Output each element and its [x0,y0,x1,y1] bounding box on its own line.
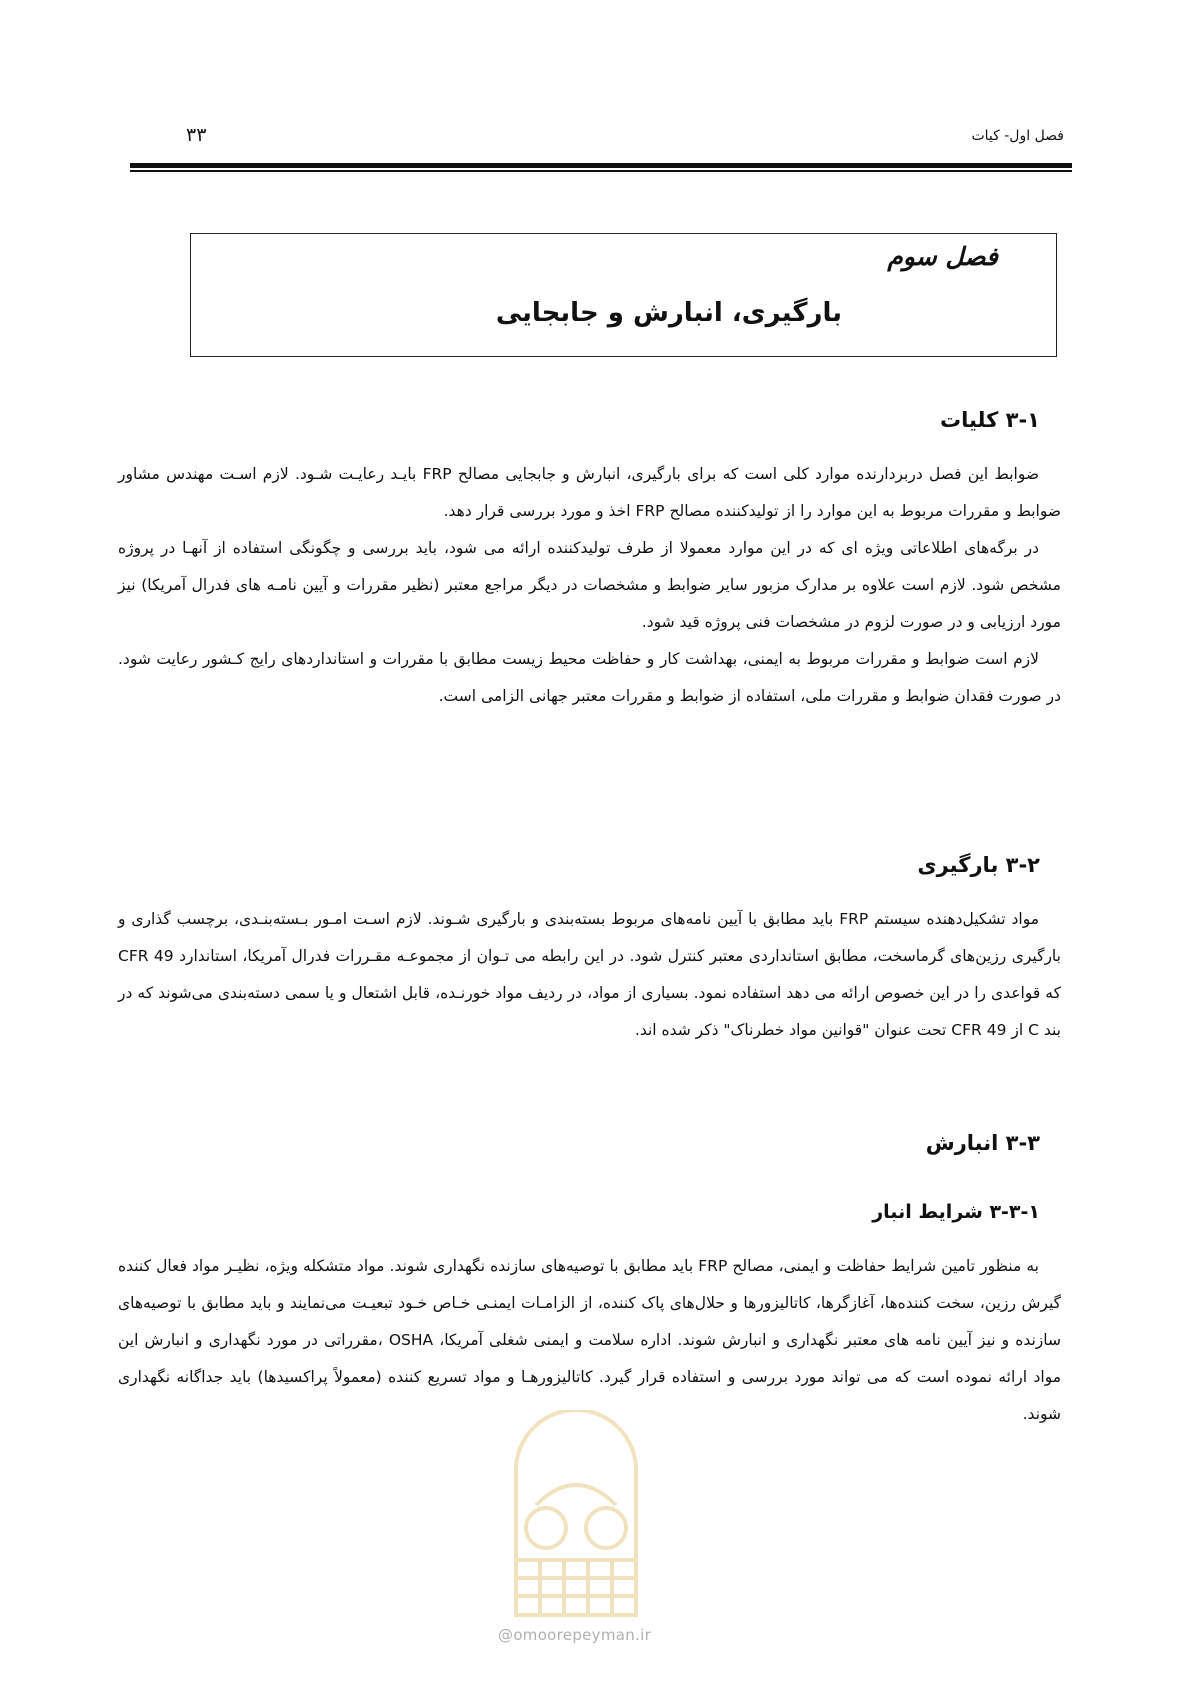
section-heading-storage: ۳-۳ انبارش [925,1131,1040,1155]
subsection-heading-storage-conditions: ۳-۳-۱ شرایط انبار [872,1201,1040,1223]
header-rule-thin [130,170,1072,172]
chapter-title-box [190,233,1057,357]
section-heading-general: ۳-۱ کلیات [939,408,1040,432]
paragraph: مواد تشکیل‌دهنده سیستم FRP باید مطابق با آیین نامه‌های مربوط بسته‌بندی و بارگیری شـوند. لازم اسـت امـور بـسته‌بنـدی، برچسب گذاری و بارگیری رزین‌های گرماسخت، مطابق استانداردی معتبر کنترل شود. در این رابطه می تـوان از مجموعـه مقـررات فدرال آمریکا، استاندارد CFR 49 که قواعدی را در این خصوص ارائه می دهد استفاده نمود. بسیاری از مواد، در ردیف مواد خورنـده، قابل اشتعال و یا سمی دسته‌بندی می‌شوند که در بند C از CFR 49 تحت عنوان "قوانین مواد خطرناک" ذکر شده اند. [118,910,1061,1039]
header-rule-thick [130,163,1072,168]
watermark-site: @omoorepeyman.ir [498,1626,652,1644]
section-body-storage-conditions [118,1248,1061,1433]
paragraph: لازم است ضوابط و مقررات مربوط به ایمنی، بهداشت کار و حفاظت محیط زیست مطابق با مقررات و استانداردهای رایج کـشور رعایت شود. در صورت فقدان ضوابط و مقررات ملی، استفاده از ضوابط و مقررات معتبر جهانی الزامی است. [118,650,1061,705]
chapter-label: فصل سوم [887,242,998,271]
running-head: فصل اول- کیات [971,128,1064,144]
chapter-title: بارگیری، انبارش و جابجایی [495,298,842,328]
section-body-general [118,456,1061,715]
section-heading-loading: ۳-۲ بارگیری [917,853,1040,877]
at-icon: @ [498,1626,514,1644]
paragraph: در برگه‌های اطلاعاتی ویژه ای که در این موارد معمولا از طرف تولیدکننده ارائه می شود، باید بررسی و چگونگی استفاده از آنهـا در پروژه مشخص شود. لازم است علاوه بر مدارک مزبور سایر ضوابط و مشخصات در دیگر مراجع معتبر (نظیر مقررات و آیین نامـه های فدرال آمریکا) نیز مورد ارزیابی و در صورت لزوم در مشخصات فنی پروژه قید شود. [118,539,1061,631]
page-number: ۳۳ [186,124,207,146]
watermark-logo [486,1410,666,1630]
paragraph: به منظور تامین شرایط حفاظت و ایمنی، مصالح FRP باید مطابق با توصیه‌های سازنده نگهداری شوند. مواد متشکله ویژه، نظیـر مواد فعال کننده گیرش رزین، سخت کننده‌ها، آغازگرها، کاتالیزورها و حلال‌های پاک کننده، از الزامـات ایمنـی خـاص خـود تبعیـت می‌نمایند و باید مطابق با توصیه‌های سازنده و نیز آیین نامه های معتبر نگهداری و انبارش شوند. اداره سلامت و ایمنی شغلی آمریکا، OSHA ،مقرراتی در مورد نگهداری و انبارش این مواد ارائه نموده است که می تواند مورد بررسی و استفاده قرار گیرد. کاتالیزورهـا و مواد تسریع کننده (معمولاً پراکسیدها) باید جداگانه نگهداری شوند. [118,1257,1061,1423]
section-body-loading [118,901,1061,1049]
paragraph: ضوابط این فصل دربردارنده موارد کلی است که برای بارگیری، انبارش و جابجایی مصالح FRP بایـد رعایـت شـود. لازم اسـت مهندس مشاور ضوابط و مقررات مربوط به این موارد را از تولیدکننده مصالح FRP اخذ و مورد بررسی قرار دهد. [118,465,1061,520]
